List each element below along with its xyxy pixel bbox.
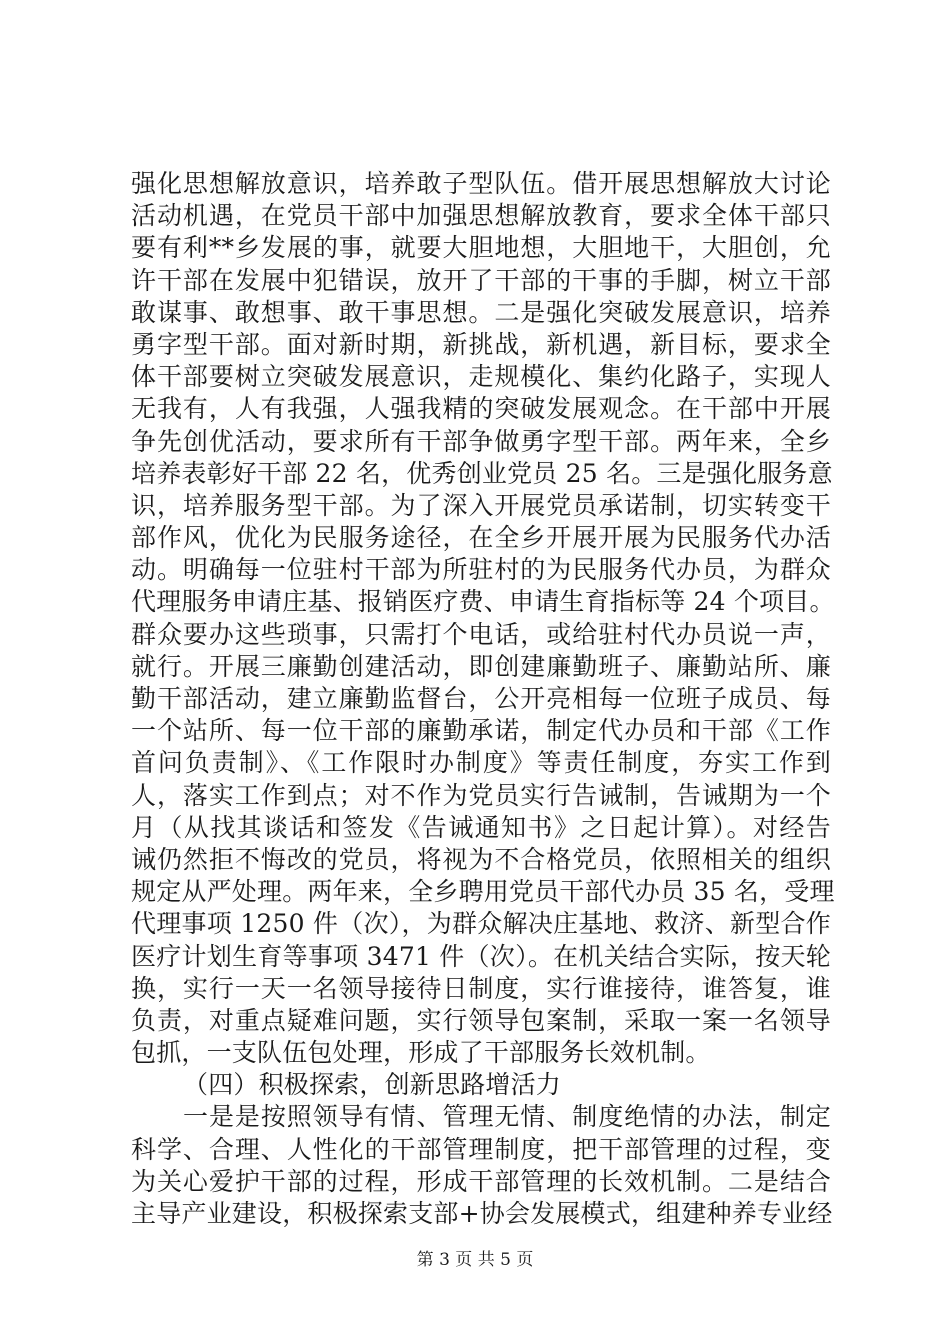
text-line: 包抓，一支队伍包处理，形成了干部服务长效机制。	[131, 1038, 711, 1068]
text-line: 部作风，优化为民服务途径，在全乡开展开展为民服务代办活	[131, 523, 831, 553]
text-line: 为关心爱护干部的过程，形成干部管理的长效机制。二是结合	[131, 1166, 831, 1196]
text-line: 群众要办这些琐事，只需打个电话，或给驻村代办员说一声，	[131, 619, 831, 649]
text-line: 代理服务申请庄基、报销医疗费、申请生育指标等 24 个项目。	[131, 587, 835, 617]
text-line: 科学、合理、人性化的干部管理制度，把干部管理的过程，变	[131, 1134, 831, 1164]
text-line: 代理事项 1250 件（次），为群众解决庄基地、救济、新型合作	[131, 909, 832, 939]
text-line: 月（从找其谈话和签发《告诫通知书》之日起计算）。对经告	[131, 812, 831, 842]
text-line: 换，实行一天一名领导接待日制度，实行谁接待，谁答复，谁	[131, 973, 831, 1003]
text-line: 主导产业建设，积极探索支部+协会发展模式，组建种养专业经	[131, 1199, 833, 1228]
text-line: 培养表彰好干部 22 名，优秀创业党员 25 名。三是强化服务意	[131, 458, 833, 488]
section-heading: （四）积极探索，创新思路增活力	[183, 1070, 562, 1100]
text-line: 活动机遇，在党员干部中加强思想解放教育，要求全体干部只	[131, 201, 831, 231]
text-line: 医疗计划生育等事项 3471 件（次）。在机关结合实际，按天轮	[131, 941, 831, 971]
text-line: 勇字型干部。面对新时期，新挑战，新机遇，新目标，要求全	[131, 329, 831, 359]
text-line: 负责，对重点疑难问题，实行领导包案制，采取一案一名领导	[131, 1005, 831, 1035]
text-line: 要有利**乡发展的事，就要大胆地想，大胆地干，大胆创，允	[131, 233, 831, 263]
text-line: 强化思想解放意识，培养敢子型队伍。借开展思想解放大讨论	[131, 169, 831, 198]
text-line: 规定从严处理。两年来，全乡聘用党员干部代办员 35 名，受理	[131, 877, 835, 907]
text-line: 体干部要树立突破发展意识，走规模化、集约化路子，实现人	[131, 362, 831, 392]
text-line: 人，落实工作到点；对不作为党员实行告诫制，告诫期为一个	[131, 780, 831, 810]
text-line: 无我有，人有我强，人强我精的突破发展观念。在干部中开展	[131, 394, 831, 424]
text-line: 许干部在发展中犯错误，放开了干部的干事的手脚，树立干部	[131, 265, 831, 295]
text-line: 一是是按照领导有情、管理无情、制度绝情的办法，制定	[183, 1102, 831, 1132]
text-line: 一个站所、每一位干部的廉勤承诺，制定代办员和干部《工作	[131, 716, 831, 746]
text-line: 首问负责制》、《工作限时办制度》等责任制度，夯实工作到	[131, 748, 831, 778]
text-line: 诫仍然拒不悔改的党员，将视为不合格党员，依照相关的组织	[131, 844, 831, 874]
text-line: 敢谋事、敢想事、敢干事思想。二是强化突破发展意识，培养	[131, 297, 831, 327]
body-text	[131, 168, 835, 1230]
text-line: 勤干部活动，建立廉勤监督台，公开亮相每一位班子成员、每	[131, 684, 831, 713]
text-line: 动。明确每一位驻村干部为所驻村的为民服务代办员，为群众	[131, 555, 831, 585]
text-line: 识，培养服务型干部。为了深入开展党员承诺制，切实转变干	[131, 490, 831, 520]
page-number-footer: 第 3 页 共 5 页	[416, 1250, 534, 1270]
text-line: 争先创优活动，要求所有干部争做勇字型干部。两年来，全乡	[131, 426, 831, 456]
text-line: 就行。开展三廉勤创建活动，即创建廉勤班子、廉勤站所、廉	[131, 651, 831, 681]
